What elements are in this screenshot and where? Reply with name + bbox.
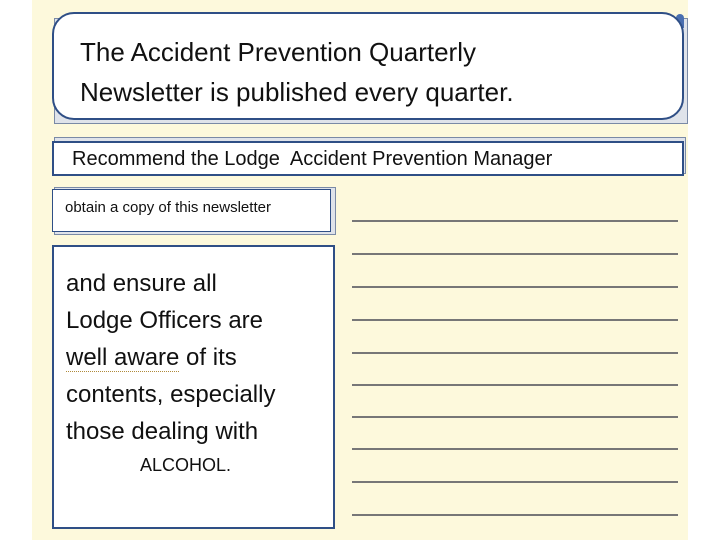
ruled-line (352, 220, 678, 222)
alcohol-label: ALCOHOL. (140, 455, 232, 475)
ruled-line (352, 384, 678, 386)
newsletter-title-box (52, 12, 684, 120)
ruled-line (352, 253, 678, 255)
ruled-line (352, 319, 678, 321)
ruled-line (352, 514, 678, 516)
ensure-text-box (52, 245, 335, 529)
ensure-line-5: those dealing with (66, 418, 259, 445)
ruled-line (352, 352, 678, 354)
obtain-box: obtain a copy of this newsletter (52, 189, 331, 232)
ruled-line (352, 481, 678, 483)
ensure-line-3-rest: of its (179, 344, 237, 371)
title-line-1: The Accident Prevention Quarterly (80, 37, 476, 67)
ensure-line-2: Lodge Officers are (66, 307, 264, 334)
recommend-box: Recommend the Lodge Accident Prevention Manager (52, 141, 684, 176)
ensure-line-1: and ensure all (66, 270, 217, 297)
ruled-line (352, 286, 678, 288)
spellcheck-underline-text: well aware (66, 344, 180, 371)
ruled-line (352, 448, 678, 450)
ensure-line-3 (66, 339, 333, 376)
ruled-line (352, 416, 678, 418)
title-line-2: Newsletter is published every quarter. (80, 77, 514, 107)
ensure-line-4: contents, especially (66, 381, 276, 408)
